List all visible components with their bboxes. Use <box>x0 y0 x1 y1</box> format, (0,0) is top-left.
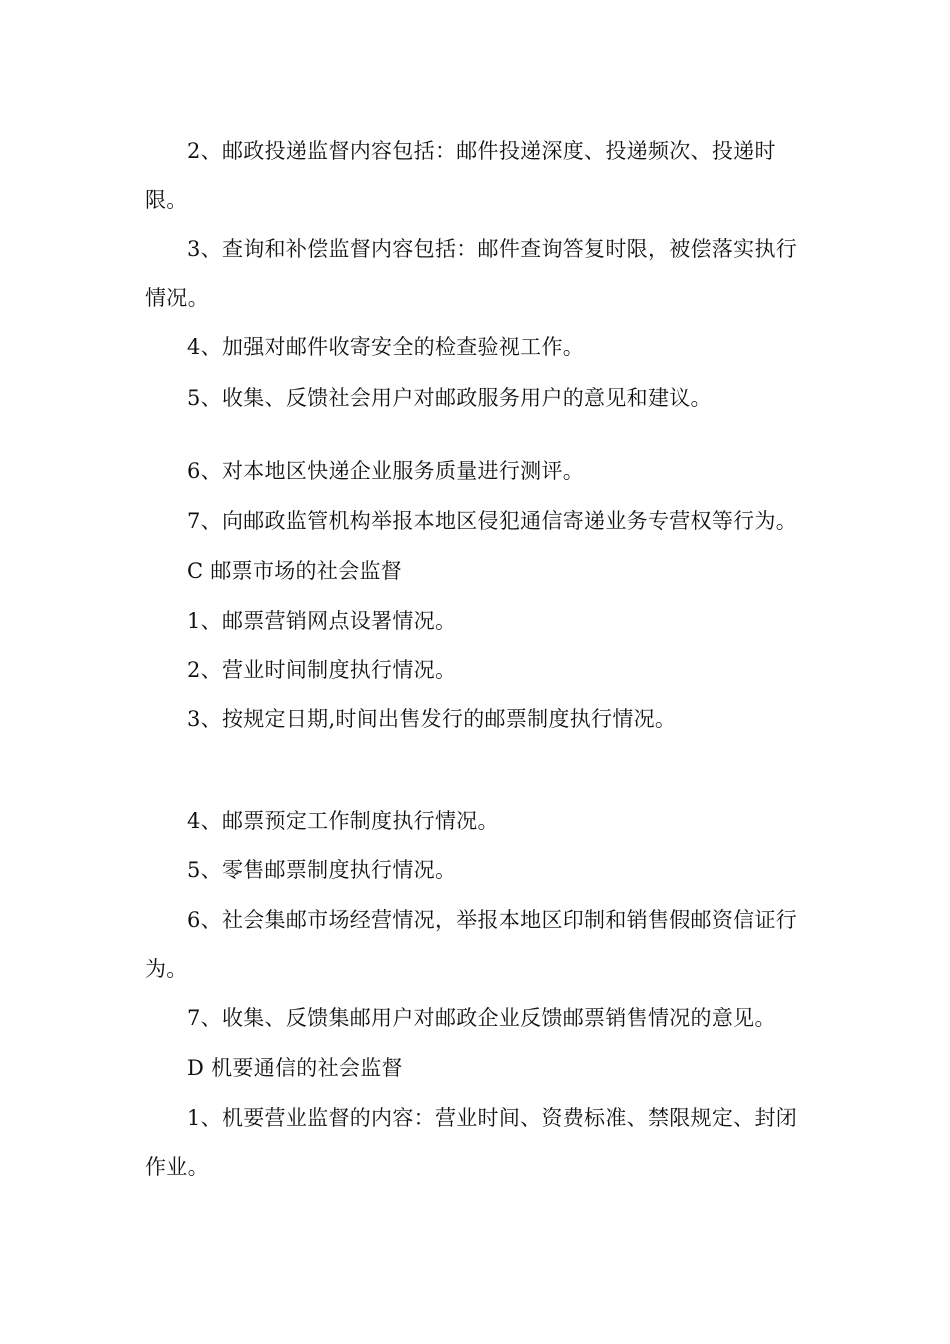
paragraph-issue-schedule: 3、按规定日期,时间出售发行的邮票制度执行情况。 <box>187 707 677 731</box>
paragraph-stamp-reservation: 4、邮票预定工作制度执行情况。 <box>187 809 499 833</box>
paragraph-business-hours: 2、营业时间制度执行情况。 <box>187 658 457 682</box>
paragraph-courier-evaluation: 6、对本地区快递企业服务质量进行测评。 <box>187 459 585 483</box>
paragraph-delivery-supervision: 2、邮政投递监督内容包括：邮件投递深度、投递频次、投递时限。 <box>145 139 776 212</box>
paragraph-collector-feedback: 7、收集、反馈集邮用户对邮政企业反馈邮票销售情况的意见。 <box>187 1006 776 1030</box>
section-heading-confidential-mail: D 机要通信的社会监督 <box>187 1056 403 1080</box>
paragraph-user-feedback: 5、收集、反馈社会用户对邮政服务用户的意见和建议。 <box>187 386 712 410</box>
paragraph-security-inspection: 4、加强对邮件收寄安全的检查验视工作。 <box>187 335 585 359</box>
paragraph-monopoly-report: 7、向邮政监管机构举报本地区侵犯通信寄递业务专营权等行为。 <box>187 509 798 533</box>
section-heading-stamp-market: C 邮票市场的社会监督 <box>187 559 403 583</box>
paragraph-stamp-outlets: 1、邮票营销网点设署情况。 <box>187 609 457 633</box>
paragraph-inquiry-compensation: 3、查询和补偿监督内容包括：邮件查询答复时限，被偿落实执行情况。 <box>145 237 798 310</box>
paragraph-confidential-business: 1、机要营业监督的内容：营业时间、资费标准、禁限规定、封闭作业。 <box>145 1106 798 1179</box>
paragraph-stamp-retail: 5、零售邮票制度执行情况。 <box>187 858 457 882</box>
paragraph-philately-market: 6、社会集邮市场经营情况，举报本地区印制和销售假邮资信证行为。 <box>145 908 798 981</box>
